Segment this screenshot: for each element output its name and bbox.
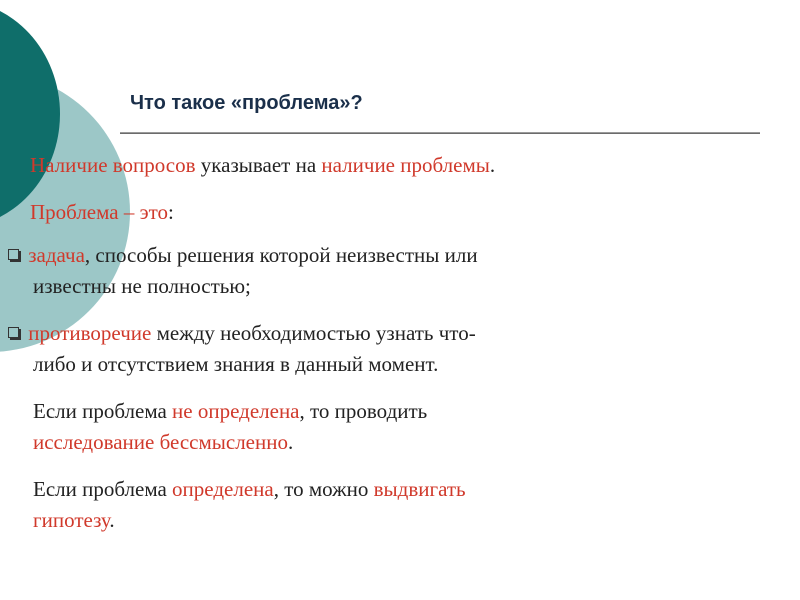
slide-title: Что такое «проблема»? [130,92,363,114]
phrase-problem-is: Проблема – это [30,200,169,224]
phrase-not-defined: не определена [172,399,300,423]
phrase-hypothesis: гипотезу [33,508,110,532]
phrase-problem-presence: наличие проблемы [321,153,490,177]
paragraph-undefined-continued [33,427,293,457]
phrase-defined: определена [172,477,274,501]
paragraph-undefined [33,396,427,426]
paragraph-questions [30,150,495,180]
punctuation: . [287,430,294,454]
phrase-if-problem: Если проблема [33,399,173,423]
bullet-contradiction-continued: либо и отсутствием знания в данный момент. [33,352,439,376]
phrase-questions: Наличие вопросов [30,153,196,177]
phrase-put-forward: выдвигать [373,477,466,501]
bullet-task-text: , способы решения которой неизвестны или [84,243,478,267]
paragraph-defined [33,474,466,504]
phrase-if-problem: Если проблема [33,477,173,501]
bullet-contradiction [8,318,476,348]
checkbox-bullet-icon [8,327,19,338]
paragraph-definition [30,197,174,227]
phrase-task: задача [28,243,85,267]
phrase-contradiction: противоречие [28,321,152,345]
phrase-indicates: указывает на [195,153,322,177]
bullet-contradiction-text: между необходимостью узнать что- [151,321,476,345]
punctuation: . [489,153,496,177]
paragraph-defined-continued [33,505,115,535]
punctuation: . [109,508,115,532]
punctuation: : [168,200,174,224]
phrase-then-conduct: , то проводить [299,399,428,423]
bullet-task [8,240,478,270]
bullet-task-continued: известны не полностью; [33,274,251,298]
phrase-then-can: , то можно [273,477,374,501]
phrase-research-meaningless: исследование бессмысленно [33,430,288,454]
title-divider [120,132,760,134]
checkbox-bullet-icon [8,249,19,260]
